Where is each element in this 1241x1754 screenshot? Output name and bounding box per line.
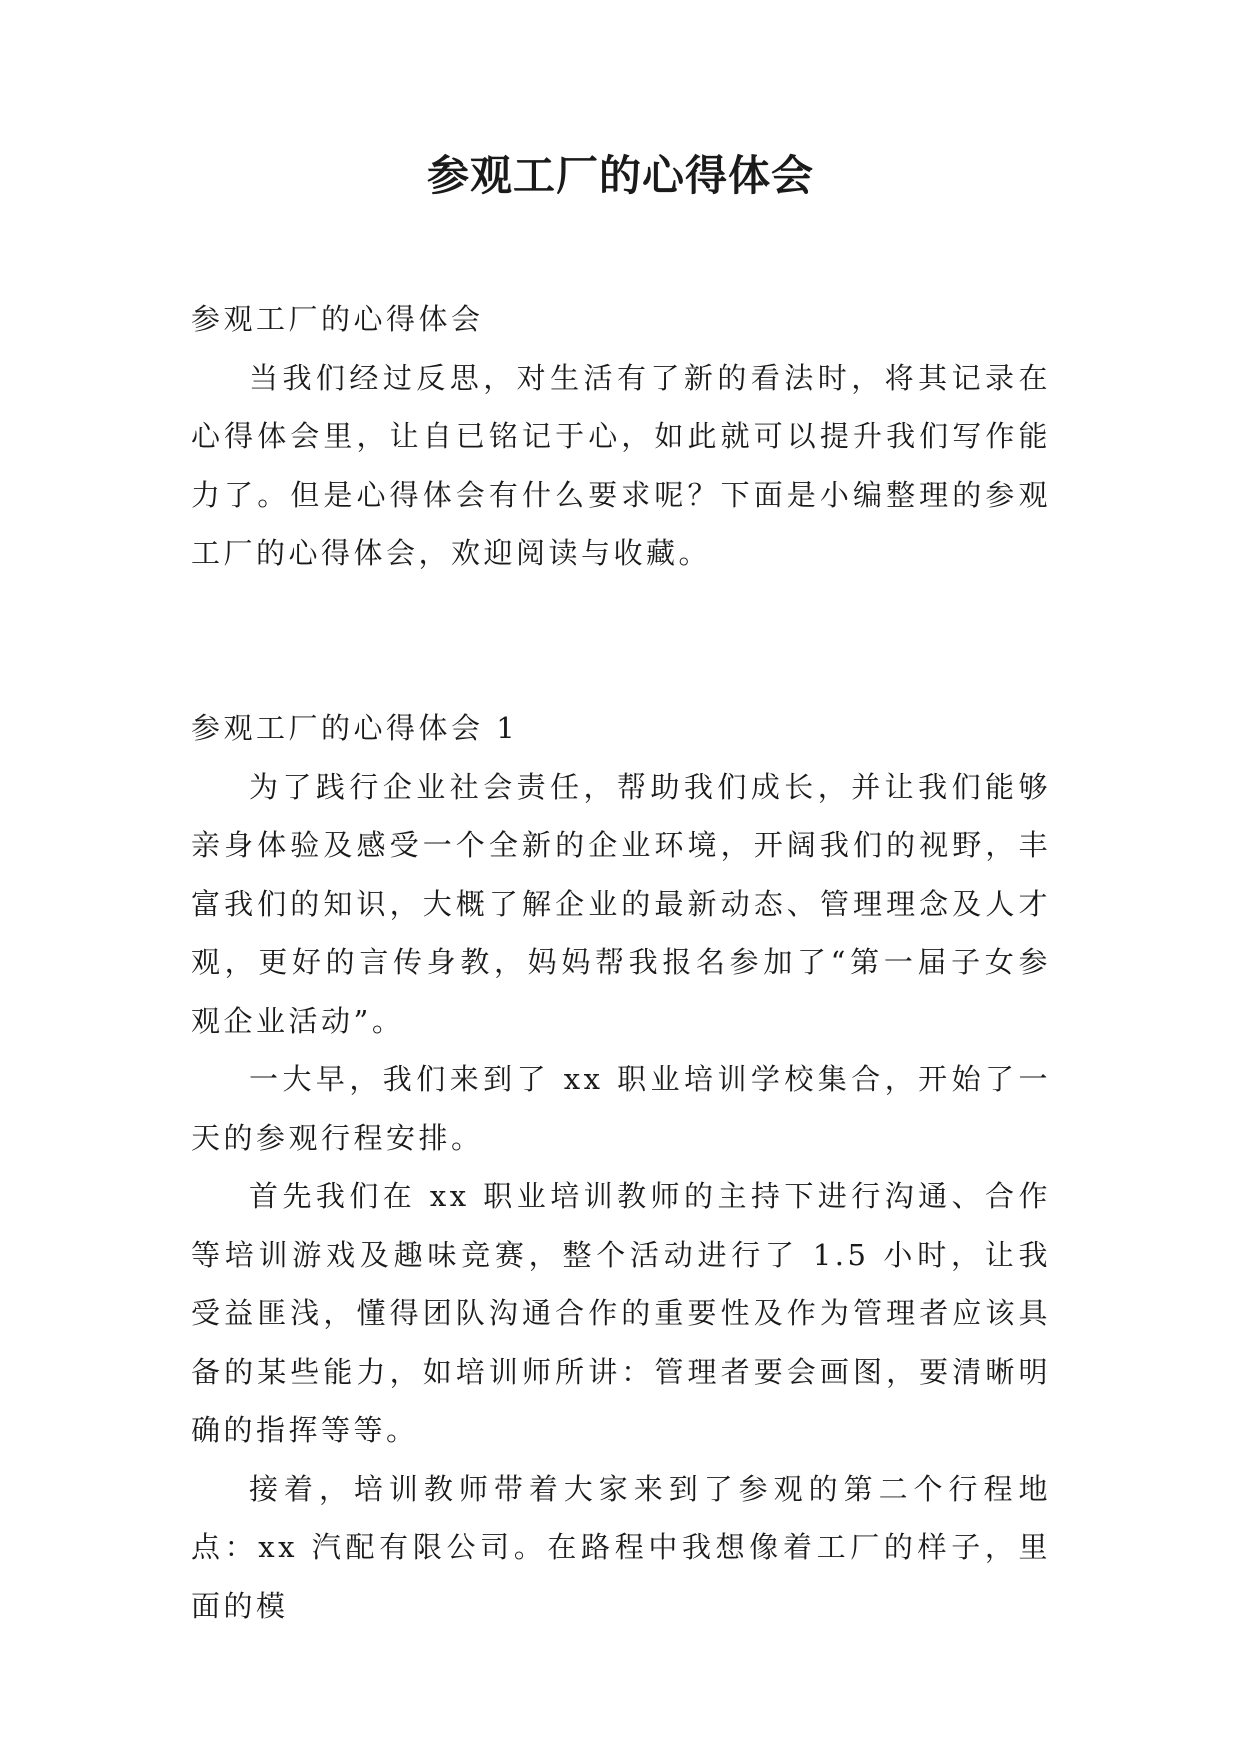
document-title: 参观工厂的心得体会: [426, 151, 814, 200]
section-1-paragraph: 接着，培训教师带着大家来到了参观的第二个行程地点：xx 汽配有限公司。在路程中我想像着工厂的样子，里面的模: [191, 1471, 1051, 1623]
intro-paragraph: 当我们经过反思，对生活有了新的看法时，将其记录在心得体会里，让自已铭记于心，如此就可以提升我们写作能力了。但是心得体会有什么要求呢？下面是小编整理的参观工厂的心得体会，欢迎阅读与收藏。: [191, 360, 1051, 570]
section-1-heading: 参观工厂的心得体会 1: [191, 711, 519, 745]
section-1-paragraph: 为了践行企业社会责任，帮助我们成长，并让我们能够亲身体验及感受一个全新的企业环境，开阔我们的视野，丰富我们的知识，大概了解企业的最新动态、管理理念及人才观，更好的言传身教，妈妈帮我报名参加了“第一届子女参观企业活动”。: [191, 769, 1051, 1038]
section-1-paragraph: 一大早，我们来到了 xx 职业培训学校集合，开始了一天的参观行程安排。: [191, 1062, 1051, 1155]
section-1: [191, 699, 1051, 1635]
section-1-paragraph: 首先我们在 xx 职业培训教师的主持下进行沟通、合作等培训游戏及趣味竞赛，整个活动进行了 1.5 小时，让我受益匪浅，懂得团队沟通合作的重要性及作为管理者应该具备的某些能力，如培训师所讲：管理者要会画图，要清晰明确的指挥等等。: [191, 1179, 1051, 1447]
intro-section: [191, 290, 1051, 583]
intro-heading: 参观工厂的心得体会: [191, 302, 484, 336]
